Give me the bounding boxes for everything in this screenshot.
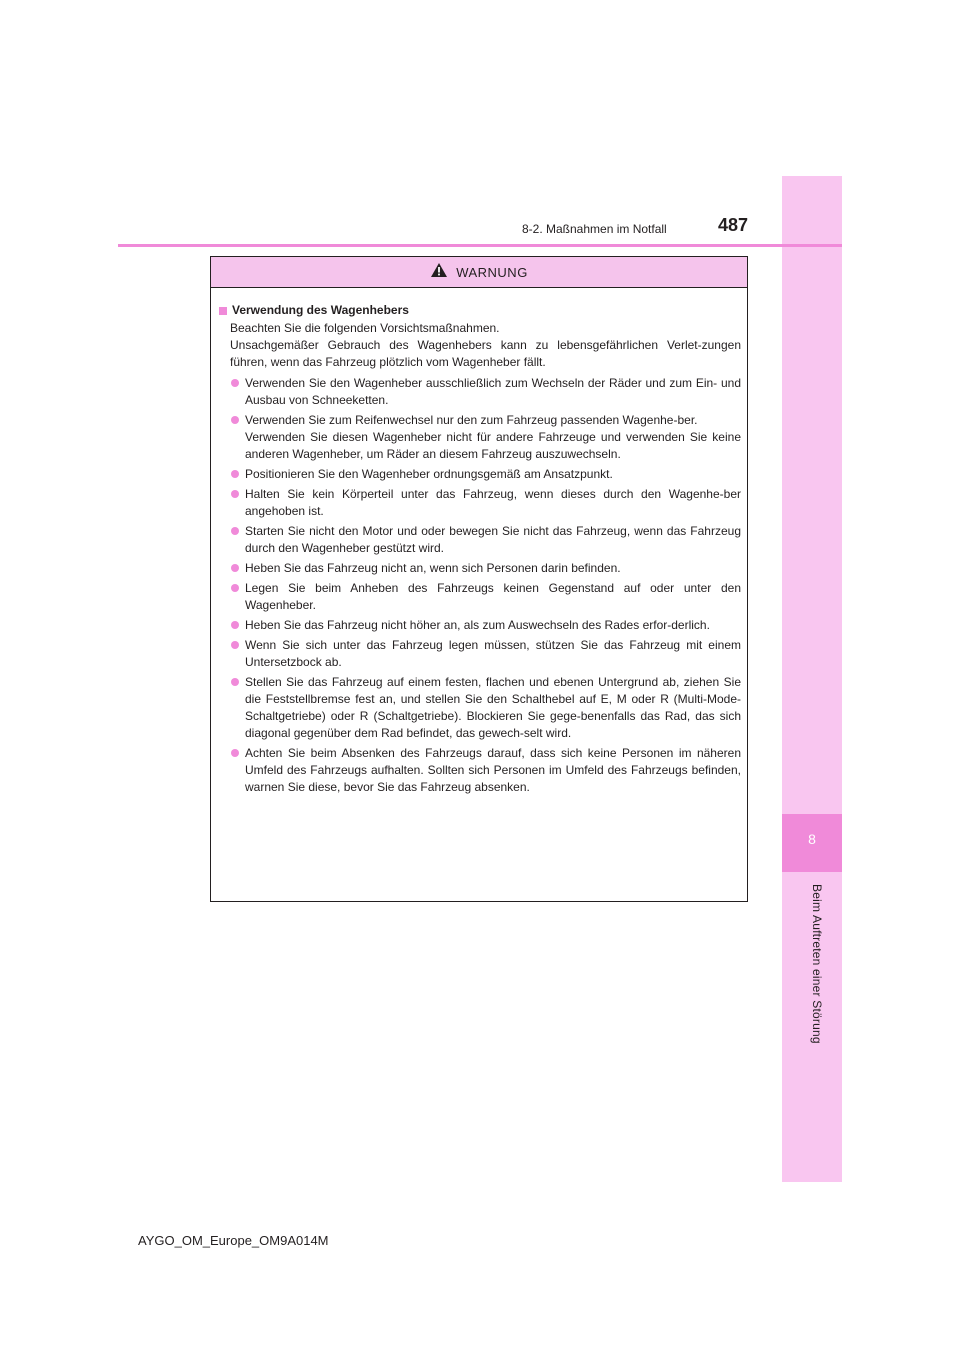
- warning-bullet-item: [231, 523, 741, 557]
- bullet-paragraph: Verwenden Sie den Wagenheber ausschließlich zum Wechseln der Räder und zum Ein- und Ausbau von Schneeketten.: [245, 376, 741, 407]
- warning-bullet-item: [231, 412, 741, 463]
- warning-bullet-item: [231, 466, 741, 483]
- bullet-paragraph: Legen Sie beim Anheben des Fahrzeugs keinen Gegenstand auf oder unter den Wagenheber.: [245, 581, 741, 612]
- warning-bullet-item: [231, 674, 741, 742]
- bullet-text: [245, 617, 741, 634]
- bullet-paragraph: Heben Sie das Fahrzeug nicht höher an, als zum Auswechseln des Rades erfor-derlich.: [245, 618, 710, 632]
- header-rule: [118, 244, 842, 247]
- bullet-text: [245, 580, 741, 614]
- bullet-paragraph: Wenn Sie sich unter das Fahrzeug legen müssen, stützen Sie das Fahrzeug mit einem Untersetzbock ab.: [245, 638, 741, 669]
- round-bullet-icon: [231, 527, 239, 535]
- warning-intro: [230, 320, 741, 371]
- bullet-text: [245, 637, 741, 671]
- warning-bullet-item: [231, 637, 741, 671]
- warning-triangle-icon: [430, 262, 448, 283]
- warning-bullet-item: [231, 745, 741, 796]
- bullet-text: [245, 466, 741, 483]
- warning-header: [211, 257, 747, 288]
- bullet-text: [245, 375, 741, 409]
- round-bullet-icon: [231, 379, 239, 387]
- bullet-paragraph: Achten Sie beim Absenken des Fahrzeugs darauf, dass sich keine Personen im näheren Umfeld des Fahrzeugs aufhalten. Sollten sich Personen im Umfeld des Fahrzeugs befinden, warnen Sie diese, bevor Sie das Fahrzeug absenken.: [245, 746, 741, 794]
- bullet-paragraph: Verwenden Sie diesen Wagenheber nicht für andere Fahrzeuge und verwenden Sie keine anderen Wagenheber, um Räder an diesem Fahrzeug auszuwechseln.: [245, 430, 741, 461]
- bullet-text: [245, 560, 741, 577]
- warning-bullet-item: [231, 375, 741, 409]
- bullet-paragraph: Positionieren Sie den Wagenheber ordnungsgemäß am Ansatzpunkt.: [245, 467, 613, 481]
- intro-line: Beachten Sie die folgenden Vorsichtsmaßnahmen.: [230, 321, 500, 335]
- bullet-paragraph: Verwenden Sie zum Reifenwechsel nur den zum Fahrzeug passenden Wagenhe-ber.: [245, 413, 698, 427]
- warning-title: WARNUNG: [456, 264, 528, 280]
- bullet-paragraph: Starten Sie nicht den Motor und oder bewegen Sie nicht das Fahrzeug, wenn das Fahrzeug durch den Wagenheber gestützt wird.: [245, 524, 741, 555]
- bullet-paragraph: Stellen Sie das Fahrzeug auf einem festen, flachen und ebenen Untergrund ab, ziehen Sie die Feststellbremse fest an, und stellen Sie den Schalthebel auf E, M oder R (Multi-Mode-Schaltgetriebe) oder R (Schaltgetriebe). Blockieren Sie gege-benenfalls das Rad, das sich diagonal gegenüber dem Rad befindet, das gewech-selt wird.: [245, 675, 741, 740]
- round-bullet-icon: [231, 678, 239, 686]
- bullet-text: [245, 523, 741, 557]
- round-bullet-icon: [231, 470, 239, 478]
- bullet-paragraph: Halten Sie kein Körperteil unter das Fahrzeug, wenn dieses durch den Wagenhe-ber angehoben ist.: [245, 487, 741, 518]
- warning-body: [211, 288, 747, 796]
- round-bullet-icon: [231, 584, 239, 592]
- round-bullet-icon: [231, 564, 239, 572]
- bullet-text: [245, 412, 741, 463]
- document-id: AYGO_OM_Europe_OM9A014M: [138, 1233, 329, 1248]
- square-bullet-icon: [219, 307, 227, 315]
- round-bullet-icon: [231, 749, 239, 757]
- chapter-label: Beim Auftreten einer Störung: [810, 884, 824, 1044]
- warning-bullet-item: [231, 580, 741, 614]
- warning-bullet-item: [231, 560, 741, 577]
- warning-bullet-list: [219, 375, 741, 796]
- bullet-paragraph: Heben Sie das Fahrzeug nicht an, wenn sich Personen darin befinden.: [245, 561, 621, 575]
- round-bullet-icon: [231, 621, 239, 629]
- warning-bullet-item: [231, 617, 741, 634]
- intro-line: Unsachgemäßer Gebrauch des Wagenhebers kann zu lebensgefährlichen Verlet-zungen führen, wenn das Fahrzeug plötzlich vom Wagenheber fällt.: [230, 338, 741, 369]
- bullet-text: [245, 486, 741, 520]
- round-bullet-icon: [231, 416, 239, 424]
- section-title: 8-2. Maßnahmen im Notfall: [522, 222, 667, 236]
- warning-box: [210, 256, 748, 902]
- warning-subheading: [219, 302, 741, 319]
- chapter-number: 8: [782, 814, 842, 872]
- round-bullet-icon: [231, 490, 239, 498]
- bullet-text: [245, 745, 741, 796]
- page-number: 487: [718, 215, 749, 235]
- warning-bullet-item: [231, 486, 741, 520]
- bullet-text: [245, 674, 741, 742]
- warning-heading-text: Verwendung des Wagenhebers: [232, 303, 409, 317]
- round-bullet-icon: [231, 641, 239, 649]
